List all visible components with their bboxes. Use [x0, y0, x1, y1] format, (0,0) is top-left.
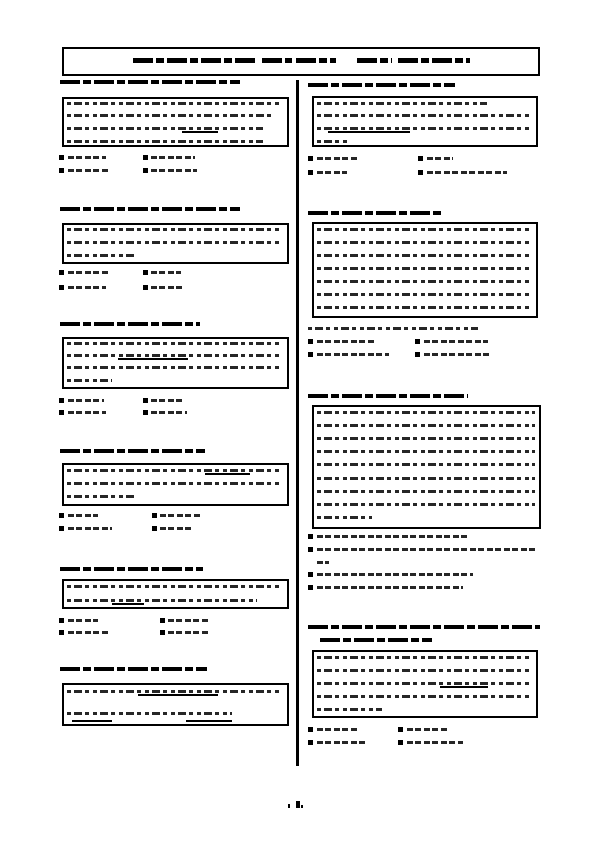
option-text — [424, 340, 488, 343]
question-4-text-line — [67, 495, 135, 498]
question-8-prompt-line — [308, 327, 478, 330]
option-bullet — [152, 513, 157, 518]
option-text — [151, 271, 181, 274]
option-text — [168, 631, 210, 634]
question-6-blank — [186, 720, 232, 722]
question-4-text-line — [67, 482, 282, 485]
question-2-text-line — [67, 228, 282, 231]
question-9-text-line — [317, 437, 535, 440]
question-1-text-line — [67, 127, 263, 130]
question-6-text-line — [67, 690, 282, 693]
option-bullet — [143, 285, 148, 290]
option-text — [317, 353, 389, 356]
option-bullet — [308, 727, 313, 732]
option-bullet — [59, 410, 64, 415]
option-bullet — [143, 270, 148, 275]
question-9-text-line — [317, 503, 535, 506]
option-text — [317, 573, 473, 576]
question-8-text-line — [317, 228, 531, 231]
option-bullet — [308, 572, 313, 577]
option-text — [317, 157, 359, 160]
option-text — [317, 340, 375, 343]
option-text — [68, 411, 106, 414]
option-text — [317, 548, 537, 551]
option-text — [68, 619, 98, 622]
question-7-text-line — [317, 102, 487, 105]
question-8-text-line — [317, 293, 531, 296]
option-bullet — [160, 630, 165, 635]
question-7-blank — [328, 131, 410, 133]
question-10-text-line — [317, 669, 531, 672]
question-9-heading — [308, 394, 468, 398]
option-text — [151, 411, 187, 414]
option-bullet — [59, 168, 64, 173]
question-1-text-line — [67, 140, 263, 143]
option-text — [427, 157, 453, 160]
question-10-text-line — [317, 656, 531, 659]
option-bullet — [59, 398, 64, 403]
question-5-box — [62, 579, 289, 609]
question-9-text-line — [317, 424, 535, 427]
question-3-blank — [118, 358, 188, 360]
title-text — [133, 58, 258, 63]
option-bullet — [415, 339, 420, 344]
option-text — [151, 169, 197, 172]
option-text — [68, 527, 112, 530]
page-number — [288, 804, 290, 808]
title-text — [262, 58, 292, 63]
question-4-blank — [205, 473, 250, 475]
question-2-text-line — [67, 254, 137, 257]
option-text — [68, 631, 108, 634]
option-text — [407, 728, 447, 731]
question-7-text-line — [317, 127, 532, 130]
option-text — [151, 399, 185, 402]
title-text — [296, 58, 336, 63]
question-6-text-line — [67, 712, 232, 715]
question-10-heading — [320, 638, 432, 642]
option-bullet — [398, 727, 403, 732]
question-7-text-line — [317, 140, 347, 143]
option-text — [407, 741, 463, 744]
option-bullet — [308, 156, 313, 161]
option-bullet — [59, 513, 64, 518]
option-bullet — [59, 285, 64, 290]
question-5-heading — [60, 567, 203, 571]
question-5-blank — [112, 603, 144, 605]
option-text — [427, 171, 507, 174]
question-6-blank — [138, 694, 218, 696]
option-bullet — [59, 526, 64, 531]
title-text — [357, 58, 392, 63]
column-divider — [296, 80, 299, 766]
option-text — [160, 527, 194, 530]
option-bullet — [59, 618, 64, 623]
option-text — [317, 535, 469, 538]
question-9-text-line — [317, 411, 535, 414]
question-10-blank — [440, 686, 488, 688]
option-text — [160, 514, 202, 517]
option-text — [317, 586, 463, 589]
option-text — [168, 619, 210, 622]
question-9-text-line — [317, 516, 372, 519]
option-bullet — [59, 155, 64, 160]
option-bullet — [308, 740, 313, 745]
question-8-text-line — [317, 267, 531, 270]
option-text — [151, 286, 183, 289]
question-7-heading — [308, 83, 455, 87]
question-2-heading — [60, 207, 240, 211]
question-6-blank — [72, 720, 112, 722]
option-text — [68, 169, 108, 172]
option-bullet — [418, 170, 423, 175]
question-8-text-line — [317, 254, 531, 257]
option-text — [68, 156, 106, 159]
question-3-text-line — [67, 379, 112, 382]
question-3-heading — [60, 322, 200, 326]
question-7-text-line — [317, 114, 532, 117]
question-8-heading — [308, 211, 443, 215]
question-10-text-line — [317, 695, 531, 698]
question-8-text-line — [317, 241, 531, 244]
option-bullet — [59, 270, 64, 275]
option-bullet — [415, 352, 420, 357]
question-10-text-line — [317, 708, 382, 711]
question-9-text-line — [317, 477, 535, 480]
option-bullet — [160, 618, 165, 623]
question-8-text-line — [317, 306, 531, 309]
option-bullet — [143, 410, 148, 415]
option-bullet — [308, 352, 313, 357]
question-1-text-line — [67, 102, 282, 105]
question-3-text-line — [67, 366, 282, 369]
title-text — [398, 58, 470, 63]
question-10-text-line — [317, 682, 531, 685]
option-bullet — [308, 534, 313, 539]
option-bullet — [398, 740, 403, 745]
question-8-box — [312, 222, 538, 318]
option-text — [68, 271, 108, 274]
option-bullet — [418, 156, 423, 161]
question-2-text-line — [67, 241, 282, 244]
question-6-heading — [60, 667, 207, 671]
question-8-text-line — [317, 280, 531, 283]
option-bullet — [143, 398, 148, 403]
option-bullet — [308, 339, 313, 344]
option-bullet — [308, 585, 313, 590]
option-bullet — [143, 168, 148, 173]
option-text — [317, 561, 329, 564]
question-1-text-line — [67, 114, 275, 117]
question-4-heading — [60, 449, 205, 453]
question-4-text-line — [67, 469, 282, 472]
question-9-text-line — [317, 463, 535, 466]
question-3-text-line — [67, 354, 282, 357]
option-text — [68, 399, 104, 402]
question-10-heading — [308, 625, 540, 629]
option-text — [68, 514, 98, 517]
question-9-text-line — [317, 450, 535, 453]
option-bullet — [143, 155, 148, 160]
question-5-text-line — [67, 599, 257, 602]
page-number — [301, 805, 303, 808]
page-number — [296, 801, 300, 808]
question-5-text-line — [67, 585, 282, 588]
question-1-blank — [182, 131, 218, 133]
question-1-heading — [60, 80, 240, 84]
option-text — [424, 353, 492, 356]
option-text — [317, 171, 347, 174]
question-9-text-line — [317, 490, 535, 493]
option-text — [317, 728, 359, 731]
option-bullet — [308, 170, 313, 175]
option-bullet — [308, 547, 313, 552]
option-bullet — [59, 630, 64, 635]
option-text — [317, 741, 365, 744]
option-text — [68, 286, 106, 289]
option-bullet — [152, 526, 157, 531]
option-text — [151, 156, 195, 159]
question-3-text-line — [67, 342, 282, 345]
